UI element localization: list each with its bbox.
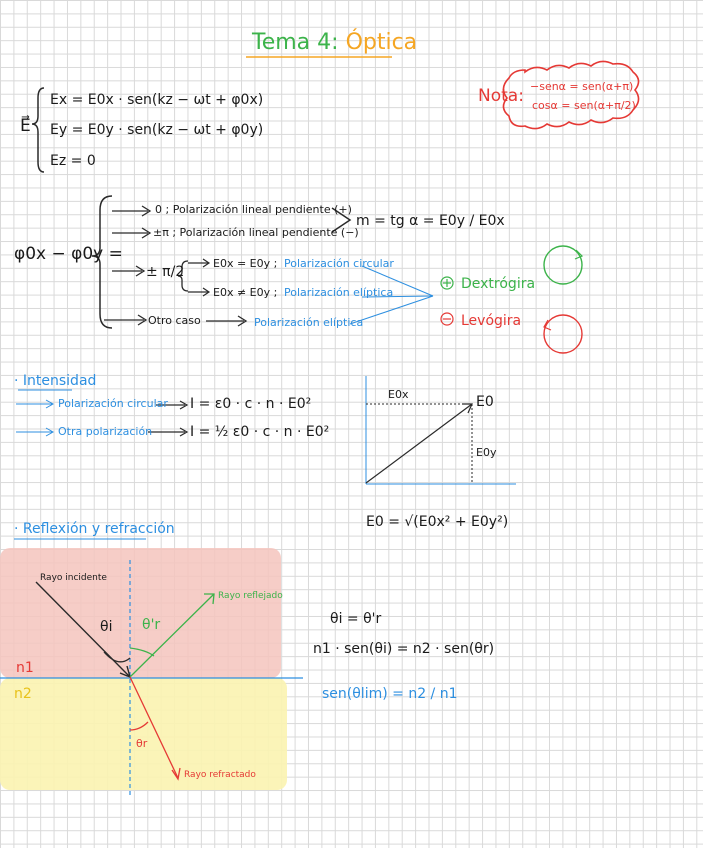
field-vector-symbol: E⃗ [20, 116, 31, 136]
phase-lhs: φ0x − φ0y = [14, 244, 123, 264]
phase-case-3b-pol: Polarización elíptica [284, 286, 394, 299]
intensity-row-2-label: Otra polarización [58, 425, 153, 438]
nota-line-2: cosα = sen(α+π/2) [532, 99, 636, 112]
levo-label: Levógira [461, 313, 522, 329]
law-1-text: θi = θ'r [330, 611, 382, 627]
vector-magnitude: E0 = √(E0x² + E0y²) [366, 514, 509, 530]
reflection-heading: · Reflexión y refracción [14, 521, 175, 537]
phase-case-4: Otro caso [148, 314, 201, 327]
vector-e0x-label: E0x [388, 388, 409, 401]
theta-r-refl-label: θ'r [142, 617, 161, 633]
nota-label: Nota: [478, 86, 524, 106]
law-3: sen(θlim) = n2 / n1 [322, 686, 458, 702]
title-part-2: Óptica [345, 30, 418, 55]
theta-r-label: θr [136, 737, 148, 750]
phase-case-2: ±π ; Polarización lineal pendiente (−) [153, 226, 359, 239]
vector-e0-label: E0 [476, 394, 494, 410]
phase-case-3a: E0x = E0y ; [213, 257, 278, 270]
nota-line-1: −senα = sen(α+π) [530, 80, 634, 93]
phase-case-1: 0 ; Polarización lineal pendiente (+) [155, 203, 352, 216]
incident-label: Rayo incidente [40, 573, 107, 583]
dextro-circle-icon [544, 246, 582, 284]
phase-case-3b: E0x ≠ E0y ; [213, 286, 278, 299]
levo-circle-icon [544, 315, 582, 353]
medium-1-zone [0, 548, 281, 678]
field-ey: Ey = E0y · sen(kz − ωt + φ0y) [50, 122, 264, 138]
refracted-label: Rayo refractado [184, 770, 256, 780]
law-2: n1 · sen(θi) = n2 · sen(θr) [313, 641, 495, 657]
field-ez: Ez = 0 [50, 153, 96, 169]
title-part-1: Tema 4: [252, 30, 339, 55]
intensity-row-1-label: Polarización circular [58, 397, 168, 410]
n2-label: n2 [14, 686, 32, 702]
intensity-row-2-formula: I = ½ ε0 · c · n · E0² [190, 424, 330, 440]
phase-case-4-pol: Polarización elíptica [254, 316, 364, 329]
phase-case-3a-pol: Polarización circular [284, 257, 394, 270]
vector-e0y-label: E0y [476, 446, 497, 459]
intensity-heading: · Intensidad [14, 373, 97, 389]
field-ex: Ex = E0x · sen(kz − ωt + φ0x) [50, 92, 264, 108]
reflected-label: Rayo reflejado [218, 591, 283, 601]
intensity-row-1-formula: I = ε0 · c · n · E0² [190, 396, 312, 412]
phase-slope: m = tg α = E0y / E0x [356, 213, 505, 229]
n1-label: n1 [16, 660, 34, 676]
phase-case-3-frac: ± π/2 [146, 264, 185, 280]
law-1 [330, 611, 381, 627]
theta-i-label: θi [100, 619, 113, 635]
dextro-label: Dextrógira [461, 276, 536, 292]
